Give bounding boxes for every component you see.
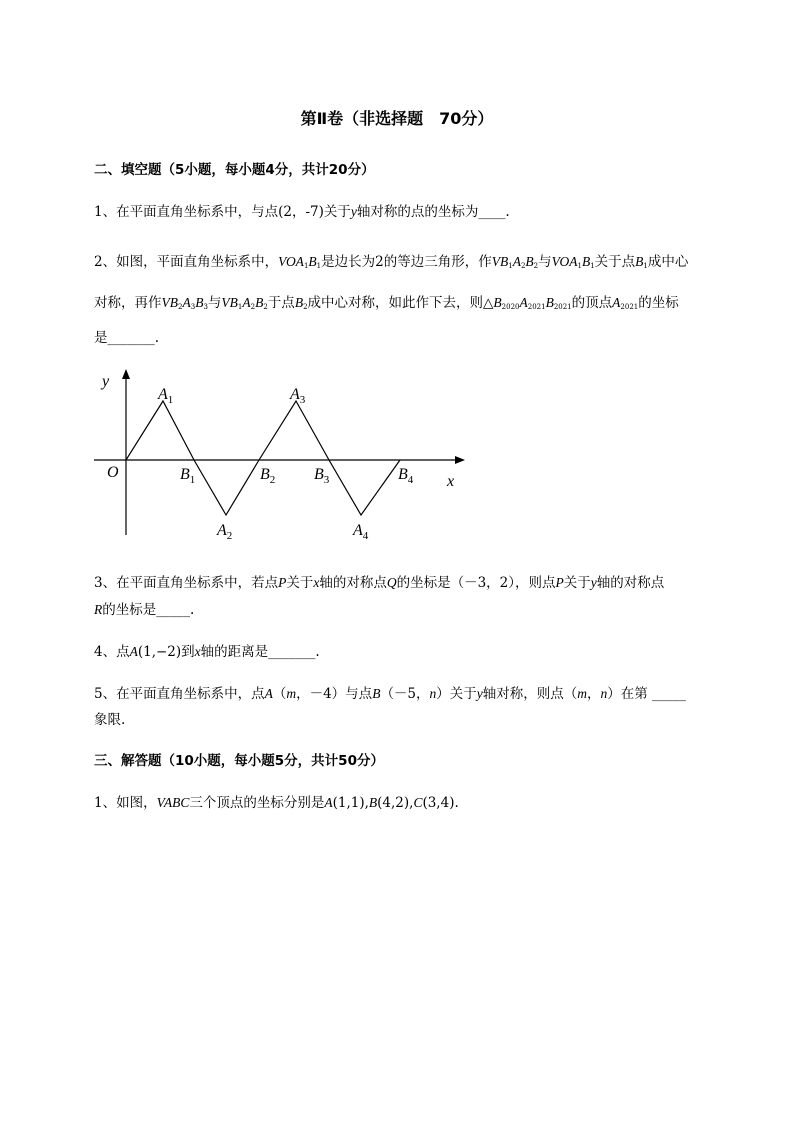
question-5-line-1: 5、在平面直角坐标系中，点A（m，－4）与点B（－5，n）关于y轴对称，则点（m，n）在第 _____ [94, 686, 686, 702]
page-title: 第Ⅱ卷（非选择题 70分） [300, 109, 494, 128]
x-axis-label: x [447, 473, 455, 490]
question-2-line-1: 2、如图，平面直角坐标系中，$VOA_1B_1$是边长为2的等边三角形，作$VB_1A_2B_2$与$VOA_1B_1$关于点$B_1$成中心 [94, 254, 689, 270]
y-axis-arrow [122, 369, 130, 379]
question-1: 1、在平面直角坐标系中，与点(2，-7)关于y轴对称的点的坐标为____. [94, 204, 510, 220]
section-answer-heading: 三、解答题（10小题，每小题5分，共计50分） [94, 753, 384, 769]
label-B4: $B_4$ [398, 466, 414, 486]
question-3-line-2: R的坐标是_____. [94, 602, 195, 618]
zigzag-path [126, 401, 400, 515]
label-A2: $A_2$ [217, 522, 233, 542]
question-2-line-3: 是_______. [94, 330, 160, 346]
origin-label: O [107, 464, 119, 481]
question-2-line-2: 对称，再作$VB_2A_3B_3$与$VB_1A_2B_2$于点$B_2$成中心对称，如此作下去，则$\triangle B_{2020}A_{2021}B_{2021}$的顶点$A_{2021}$的坐标 [94, 295, 679, 311]
question-3-line-1: 3、在平面直角坐标系中，若点P关于x轴的对称点Q的坐标是（－3，2），则点P关于y轴的对称点 [94, 575, 665, 591]
label-A3: $A_3$ [290, 386, 306, 406]
label-A1: $A_1$ [158, 386, 174, 406]
x-axis-arrow [455, 456, 465, 464]
section-fill-in-blank-heading: 二、填空题（5小题，每小题4分，共计20分） [94, 162, 375, 178]
question-4: 4、点A(1,−2)到x轴的距离是_______. [94, 644, 320, 660]
label-B1: $B_1$ [180, 466, 196, 486]
label-B2: $B_2$ [260, 466, 276, 486]
label-B3: $B_3$ [314, 466, 330, 486]
y-axis-label: y [102, 373, 110, 390]
zigzag-triangle-figure [90, 365, 480, 545]
question-answer-1: 1、如图，VABC三个顶点的坐标分别是A(1,1),B(4,2),C(3,4). [94, 795, 459, 811]
question-5-line-2: 象限. [94, 712, 126, 728]
label-A4: $A_4$ [353, 522, 369, 542]
